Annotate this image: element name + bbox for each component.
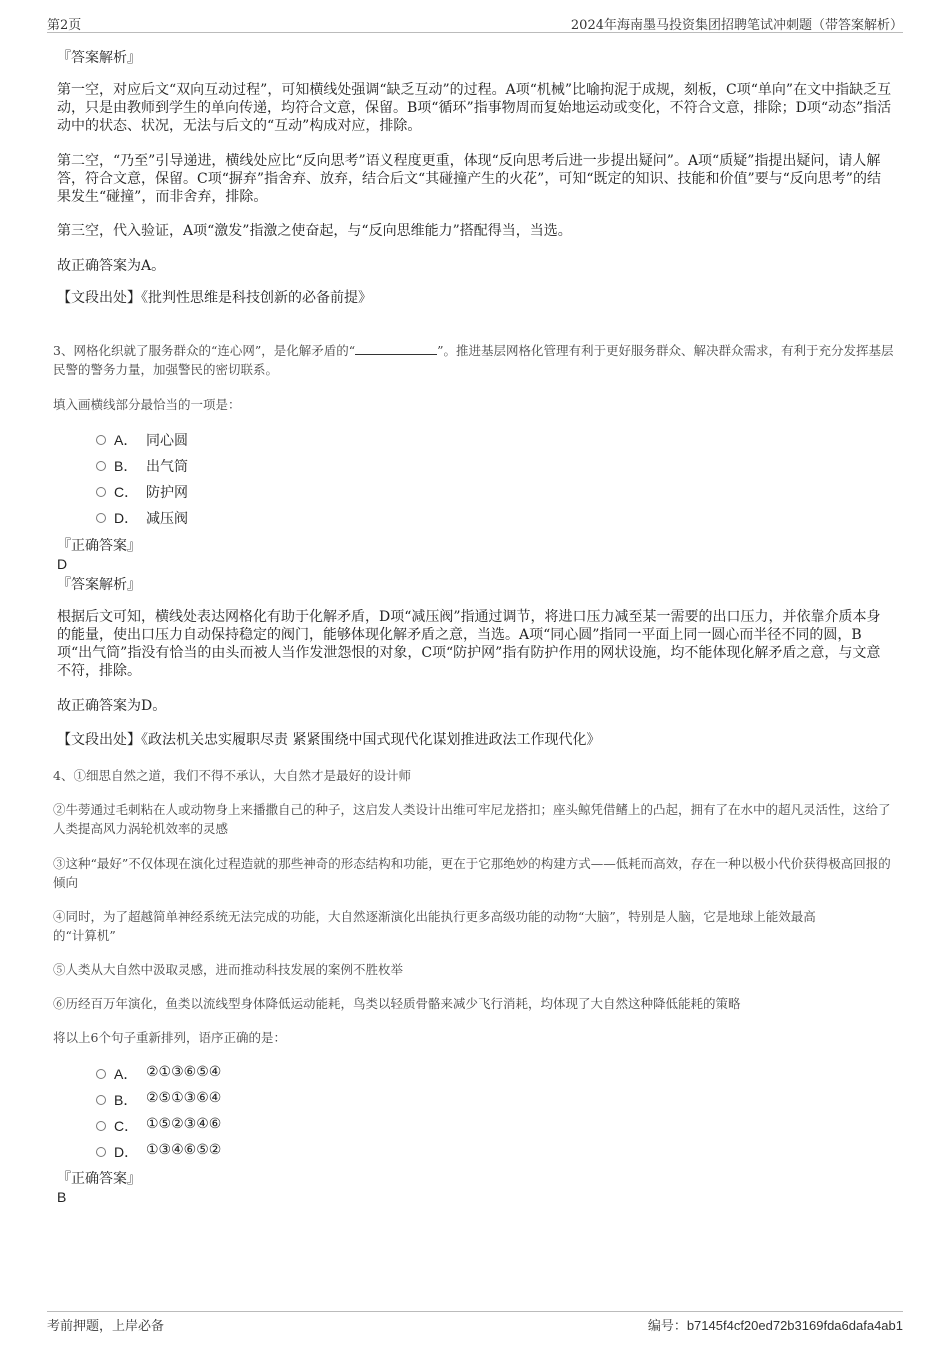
q2-explain-heading: 『答案解析』 <box>57 50 141 66</box>
q4-sentence-5: ⑤人类从大自然中汲取灵感，进而推动科技发展的案例不胜枚举 <box>53 962 404 977</box>
page-header <box>47 14 903 33</box>
code-value: b7145f4cf20ed72b3169fda6dafa4ab1 <box>686 1318 903 1333</box>
option-letter: D． <box>114 1144 139 1160</box>
q3-conclusion: 故正确答案为D。 <box>57 698 167 714</box>
q3-blank <box>355 342 437 355</box>
q3-source: 【文段出处】《政法机关忠实履职尽责 紧紧围绕中国式现代化谋划推进政法工作现代化》 <box>57 732 601 748</box>
option-letter: C． <box>114 1118 139 1134</box>
option-letter: A． <box>114 1066 138 1082</box>
option-letter: C． <box>114 484 139 500</box>
option-text: ①③④⑥⑤② <box>146 1142 222 1158</box>
q2-explain-p2: 第二空，“乃至”引导递进，横线处应比“反向思考”语义程度更重，体现“反向思考后进一步提出疑问”。A项“质疑”指提出疑问，请人解答，符合文意，保留。C项“摒弃”指舍弃、放弃，结合后文“其碰撞产生的火花”，可知“既定的知识、技能和价值”要与“反向思考”的结果发生“碰撞”，而非舍弃，排除。 <box>57 153 881 205</box>
option-text: 出气筒 <box>146 459 188 475</box>
radio-button[interactable] <box>96 435 106 445</box>
option-letter: D． <box>114 510 139 526</box>
q2-explain-p1: 第一空，对应后文“双向互动过程”，可知横线处强调“缺乏互动”的过程。A项“机械”比喻拘泥于成规，刻板，C项“单向”在文中指缺乏互动，只是由教师到学生的单向传递，均符合文意，保留。B项“循环”指事物周而复始地运动或变化，不符合文意，排除；D项“动态”指活动中的状态、状况，无法与后文的“互动”构成对应，排除。 <box>57 82 892 134</box>
q4-sentence-6: ⑥历经百万年演化，鱼类以流线型身体降低运动能耗，鸟类以轻质骨骼来减少飞行消耗，均体现了大自然这种降低能耗的策略 <box>53 996 741 1011</box>
q4-sentence-3: ③这种“最好”不仅体现在演化过程造就的那些神奇的形态结构和功能，更在于它那绝妙的构建方式——低耗而高效，存在一种以极小代价获得极高回报的倾向 <box>53 856 891 890</box>
q3-stem-after: ”。推进基层网格化管理有利于更好服务群众、解决群众需求，有利于充分发挥基层民警的警务力量，加强警民的密切联系。 <box>53 343 894 377</box>
option-text: ①⑤②③④⑥ <box>146 1116 222 1132</box>
q4-sentence-4-line-1: ④同时，为了超越简单神经系统无法完成的功能，大自然逐渐演化出能执行更多高级功能的动物“大脑”，特别是人脑，它是地球上能效最高 <box>53 909 816 924</box>
option-letter: B． <box>114 458 138 474</box>
q4-sentence-1: 4、①细思自然之道，我们不得不承认，大自然才是最好的设计师 <box>53 768 411 783</box>
footer-slogan: 考前押题，上岸必备 <box>47 1319 165 1334</box>
radio-button[interactable] <box>96 1147 106 1157</box>
q3-explain: 根据后文可知，横线处表达网格化有助于化解矛盾，D项“减压阀”指通过调节，将进口压力减至某一需要的出口压力，并依靠介质本身的能量，使出口压力自动保持稳定的阀门，能够体现化解矛盾之意，当选。A项“同心圆”指同一平面上同一圆心而半径不同的圆，B项“出气筒”指没有恰当的由头而被人当作发泄怨恨的对象，C项“防护网”指有防护作用的网状设施，均不能体现化解矛盾之意，与文意不符，排除。 <box>57 609 881 679</box>
document-code <box>648 1315 903 1334</box>
q4-sentence-2: ②牛蒡通过毛刺粘在人或动物身上来播撒自己的种子，这启发人类设计出维可牢尼龙搭扣；座头鲸凭借鳍上的凸起，拥有了在水中的超凡灵活性，这给了人类提高风力涡轮机效率的灵感 <box>53 802 891 836</box>
option-text: 减压阀 <box>146 511 188 527</box>
option-letter: A． <box>114 432 138 448</box>
q3-stem-before: 3、网格化织就了服务群众的“连心网”，是化解矛盾的“ <box>53 343 356 358</box>
radio-button[interactable] <box>96 487 106 497</box>
q4-sentence-4-line-2: 的“计算机” <box>53 928 116 943</box>
page-footer <box>47 1311 903 1335</box>
q3-prompt: 填入画横线部分最恰当的一项是： <box>53 397 241 412</box>
q4-correct-answer: B <box>57 1189 67 1205</box>
q2-source: 【文段出处】《批判性思维是科技创新的必备前提》 <box>57 290 372 306</box>
radio-button[interactable] <box>96 1095 106 1105</box>
radio-button[interactable] <box>96 461 106 471</box>
code-label: 编号： <box>647 1319 687 1334</box>
q3-correct-answer: D <box>57 556 68 572</box>
q3-correct-heading: 『正确答案』 <box>57 538 141 554</box>
q2-explain-p3: 第三空，代入验证，A项“激发”指激之使奋起，与“反向思维能力”搭配得当，当选。 <box>57 223 572 239</box>
option-text: ②①③⑥⑤④ <box>146 1064 222 1080</box>
q4-correct-heading: 『正确答案』 <box>57 1171 141 1187</box>
q3-explain-heading: 『答案解析』 <box>57 577 141 593</box>
option-text: ②⑤①③⑥④ <box>146 1090 222 1106</box>
option-letter: B． <box>114 1092 138 1108</box>
option-text: 同心圆 <box>146 433 188 449</box>
q3-stem <box>53 341 899 379</box>
document-title: 2024年海南墨马投资集团招聘笔试冲刺题（带答案解析） <box>570 18 903 33</box>
q2-conclusion: 故正确答案为A。 <box>57 258 166 274</box>
q4-prompt: 将以上6个句子重新排列，语序正确的是： <box>53 1030 286 1045</box>
radio-button[interactable] <box>96 1121 106 1131</box>
option-text: 防护网 <box>146 485 188 501</box>
radio-button[interactable] <box>96 1069 106 1079</box>
page-number: 第2页 <box>47 18 82 33</box>
radio-button[interactable] <box>96 513 106 523</box>
